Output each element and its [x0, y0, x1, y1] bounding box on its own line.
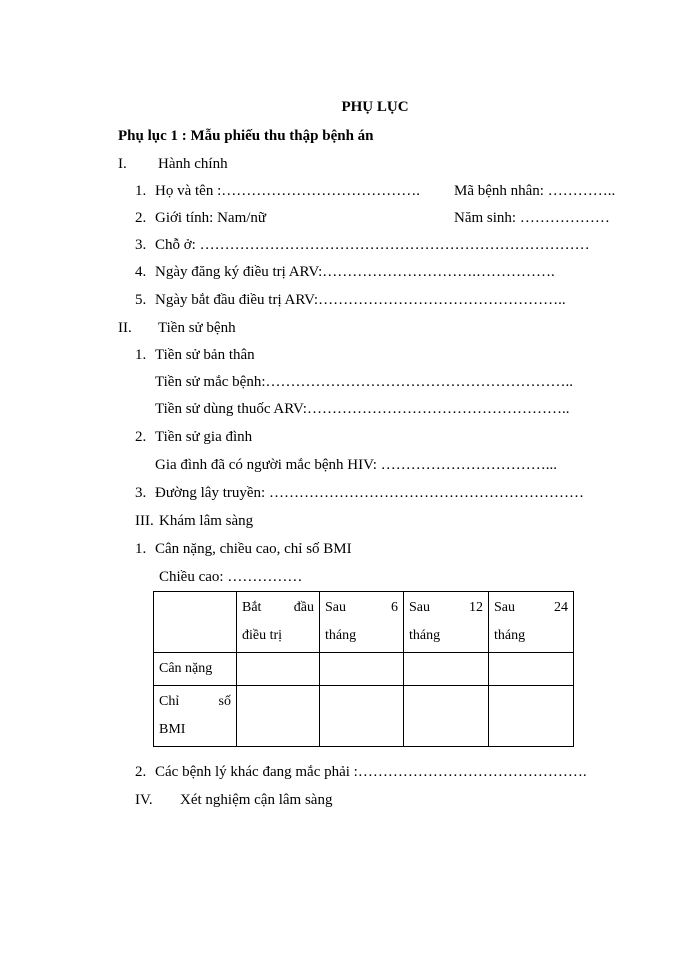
item-number: 4.	[135, 264, 147, 280]
table-cell	[404, 686, 489, 747]
row-label-word: Chỉ	[159, 694, 180, 709]
page-title: PHỤ LỤC	[341, 99, 409, 115]
table-header-row	[154, 592, 574, 653]
item-number: 2.	[135, 429, 147, 445]
clinical-item-2	[135, 762, 587, 782]
header-word: Sau	[409, 600, 430, 615]
personal-history-heading	[135, 345, 255, 365]
header-word: đầu	[293, 600, 314, 615]
item-number: 5.	[135, 292, 147, 308]
section-2-label: Tiền sử bệnh	[158, 320, 236, 336]
table-cell	[237, 653, 320, 686]
family-history-heading	[135, 427, 252, 447]
family-history-label: Tiền sử gia đình	[155, 429, 253, 445]
item-number: 2.	[135, 210, 147, 226]
item-number: 1.	[135, 347, 147, 363]
height-field: Chiều cao: ……………	[159, 569, 303, 585]
admin-reg-date-line	[135, 262, 555, 282]
row-label-word: số	[218, 694, 231, 709]
section-1-label: Hành chính	[158, 156, 228, 172]
admin-name-line	[135, 181, 420, 201]
section-4-label: Xét nghiệm cận lâm sàng	[180, 792, 333, 808]
clinical-item-1	[135, 539, 352, 559]
patient-id-field: Mã bệnh nhân: …………..	[454, 183, 616, 199]
section-3-number: III.	[135, 513, 154, 529]
header-12-months	[404, 592, 489, 653]
header-word: tháng	[409, 628, 441, 643]
item-number: 3.	[135, 237, 147, 253]
appendix-title: Phụ lục 1 : Mẫu phiếu thu thập bệnh án	[118, 128, 374, 144]
header-word: điều trị	[242, 628, 283, 643]
other-diseases-field: Các bệnh lý khác đang mắc phải :……………………………………….	[155, 764, 587, 780]
section-3-label: Khám lâm sàng	[159, 513, 254, 529]
family-hiv-field: Gia đình đã có người mắc bệnh HIV: ……………………………...	[155, 457, 557, 473]
header-24-months	[489, 592, 574, 653]
item-number: 3.	[135, 485, 147, 501]
header-baseline	[237, 592, 320, 653]
header-word: 6	[391, 600, 398, 615]
admin-gender-line	[135, 208, 266, 228]
admin-start-date-line	[135, 290, 566, 310]
table-cell	[404, 653, 489, 686]
table-corner-cell	[154, 592, 237, 653]
header-word: Sau	[325, 600, 346, 615]
disease-history-field: Tiền sử mắc bệnh:……………………………………………………..	[155, 374, 573, 390]
header-word: tháng	[325, 628, 357, 643]
table-row-bmi	[154, 686, 574, 747]
item-number: 1.	[135, 183, 147, 199]
section-4-number: IV.	[135, 792, 153, 808]
header-word: tháng	[494, 628, 526, 643]
address-field: Chỗ ở: ……………………………………………………………………	[155, 237, 590, 253]
row-label-word: BMI	[159, 722, 186, 737]
birth-year-field: Năm sinh: ………………	[454, 210, 610, 226]
table-cell	[489, 653, 574, 686]
table-cell	[237, 686, 320, 747]
measurements-table	[153, 591, 574, 747]
arv-history-field: Tiền sử dùng thuốc ARV:……………………………………………..	[155, 401, 570, 417]
name-field: Họ và tên :………………………………….	[155, 183, 420, 199]
header-word: 24	[554, 600, 568, 615]
row-label-weight: Cân nặng	[154, 653, 237, 686]
item-number: 1.	[135, 541, 147, 557]
registration-date-field: Ngày đăng ký điều trị ARV:………………………….…………….	[155, 264, 555, 280]
bmi-heading: Cân nặng, chiều cao, chỉ số BMI	[155, 541, 352, 557]
admin-address-line	[135, 235, 590, 255]
gender-field: Giới tính: Nam/nữ	[155, 210, 267, 226]
table-cell	[320, 686, 404, 747]
header-word: Bắt	[242, 600, 262, 615]
header-6-months	[320, 592, 404, 653]
transmission-line	[135, 483, 584, 503]
section-2-number: II.	[118, 320, 132, 336]
table-cell	[320, 653, 404, 686]
header-word: 12	[469, 600, 483, 615]
start-date-field: Ngày bắt đầu điều trị ARV:…………………………………………..	[155, 292, 566, 308]
header-word: Sau	[494, 600, 515, 615]
table-row-weight	[154, 653, 574, 686]
transmission-field: Đường lây truyền: ………………………………………………………	[155, 485, 584, 501]
table-cell	[489, 686, 574, 747]
item-number: 2.	[135, 764, 147, 780]
personal-history-label: Tiền sử bản thân	[155, 347, 255, 363]
section-1-number: I.	[118, 156, 127, 172]
row-label-bmi	[154, 686, 237, 747]
